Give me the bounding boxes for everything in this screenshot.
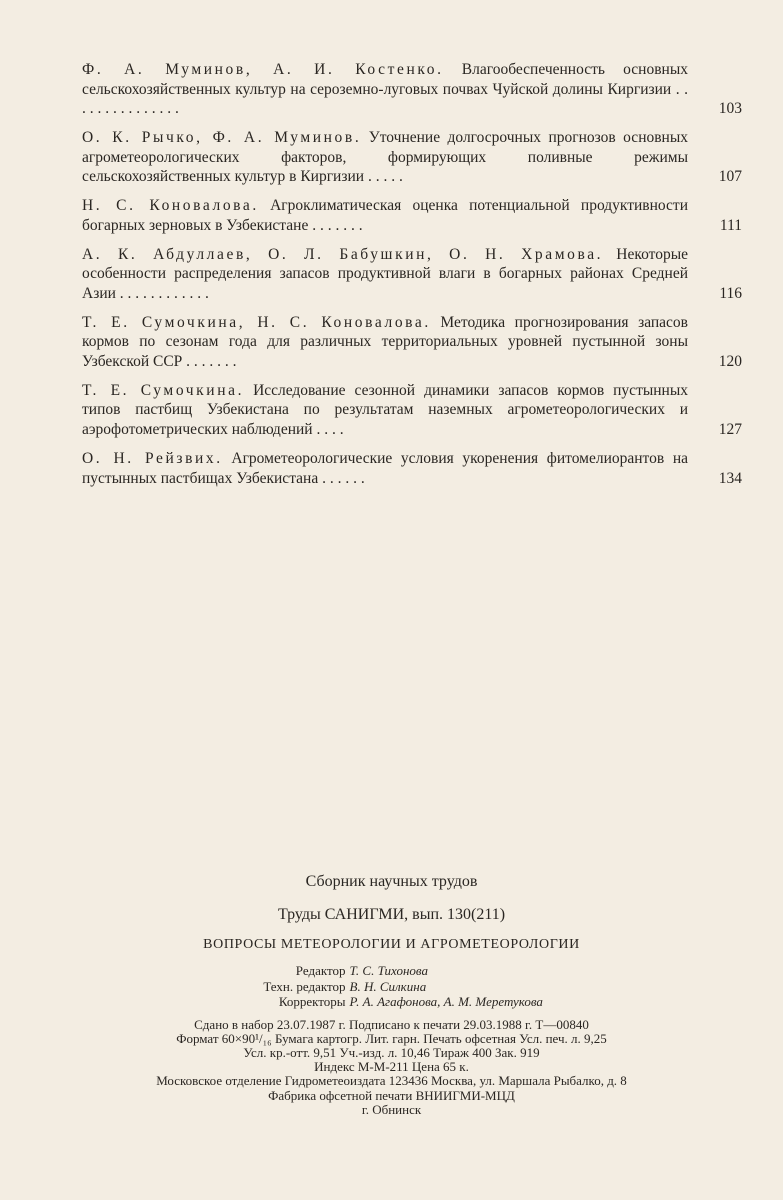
toc-entry: [82, 128, 742, 187]
imprint-line: Индекс М-М-211 Цена 65 к.: [314, 1059, 469, 1075]
staff-role: Техн. редактор: [263, 978, 346, 994]
toc-author: А. К. Абдуллаев, О. Л. Бабушкин, О. Н. Храмова.: [82, 245, 604, 263]
toc-author: О. К. Рычко, Ф. А. Муминов.: [82, 129, 362, 147]
toc-leader: . . . . . . .: [312, 216, 363, 234]
toc-entry-text: [82, 381, 688, 440]
staff-row: [0, 979, 783, 995]
toc-leader: . . . . . . . . . . . .: [119, 284, 209, 302]
toc-leader: . . . . .: [367, 168, 403, 186]
imprint-line: г. Обнинск: [361, 1101, 422, 1117]
book-title: ВОПРОСЫ МЕТЕОРОЛОГИИ И АГРОМЕТЕОРОЛОГИИ: [203, 937, 580, 952]
toc-page-number: 116: [719, 284, 742, 302]
toc-title: Влагообеспеченность основных сельскохозяйственных культур на сероземно-луговых почвах Чуйской долины Киргизии: [82, 61, 688, 98]
colophon: [0, 872, 783, 1117]
toc-entry-text: [82, 128, 688, 187]
toc-entry-text: [82, 313, 688, 372]
toc-page-number: 134: [718, 469, 742, 487]
imprint-line: Фабрика офсетной печати ВНИИГМИ-МЦД: [268, 1087, 515, 1103]
toc-author: Ф. А. Муминов, А. И. Костенко.: [82, 61, 444, 78]
imprint-line: Усл. кр.-отт. 9,51 Уч.-изд. л. 10,46 Тираж 400 Зак. 919: [243, 1044, 540, 1060]
staff-row: [0, 963, 783, 979]
toc-entry-text: [82, 245, 688, 304]
toc-entry: [82, 449, 742, 488]
toc-author: Н. С. Коновалова.: [82, 197, 259, 215]
staff-name: Р. А. Агафонова, А. М. Меретукова: [349, 994, 543, 1009]
toc-title: Исследование сезонной динамики запасов кормов пустынных типов пастбищ Узбекистана по результатам наземных агрометеорологических и аэрофотометрических наблюдений: [82, 381, 689, 438]
toc-entry-text: [82, 449, 688, 488]
toc-page-number: 111: [719, 216, 742, 234]
toc-page-number: 103: [718, 100, 742, 117]
toc-entry-text: [82, 196, 688, 235]
table-of-contents: [82, 60, 742, 498]
staff-name: В. Н. Силкина: [349, 978, 427, 994]
toc-entry: [82, 60, 742, 119]
toc-page-number: 120: [718, 352, 742, 370]
print-imprint: [0, 1018, 783, 1117]
toc-leader: . . . . . .: [322, 469, 365, 487]
toc-title: Агроклиматическая оценка потенциальной продуктивности богарных зерновых в Узбекистане: [82, 197, 688, 234]
toc-author: Т. Е. Сумочкина.: [82, 381, 245, 399]
toc-title: Уточнение долгосрочных прогнозов основных агрометеорологических факторов, формирующих поливные режимы сельскохозяйственных культур в Киргизии: [82, 129, 689, 186]
toc-title: Методика прогнозирования запасов кормов по сезонам года для различных территориальных уровней пустынной зоны Узбекской ССР: [82, 313, 688, 370]
staff-row: [0, 994, 783, 1010]
toc-author: О. Н. Рейзвих.: [82, 450, 223, 468]
series-label: Сборник научных трудов: [305, 873, 478, 890]
staff-name: Т. С. Тихонова: [349, 963, 428, 978]
toc-entry: [82, 196, 742, 235]
toc-entry: [82, 381, 742, 440]
toc-entry: [82, 313, 742, 372]
imprint-line: Сдано в набор 23.07.1987 г. Подписано к печати 29.03.1988 г. Т—00840: [194, 1016, 589, 1032]
toc-leader: . . . .: [316, 420, 344, 438]
imprint-line: Московское отделение Гидрометеоиздата 123436 Москва, ул. Маршала Рыбалко, д. 8: [156, 1073, 627, 1089]
toc-page-number: 127: [718, 420, 742, 438]
journal-issue: Труды САНИГМИ, вып. 130(211): [277, 906, 506, 923]
toc-entry-text: [82, 60, 688, 119]
staff-role: Корректоры: [278, 994, 346, 1009]
toc-title: Агрометеорологические условия укоренения фитомелиорантов на пустынных пастбищах Узбекистана: [82, 450, 688, 487]
toc-page-number: 107: [718, 168, 742, 186]
editorial-staff: [0, 963, 783, 1010]
toc-leader: . . . . . . . . . . . . . . .: [82, 80, 689, 117]
staff-role: Редактор: [295, 963, 346, 978]
toc-entry: [82, 245, 742, 304]
toc-leader: . . . . . . .: [186, 352, 237, 370]
toc-title: Некоторые особенности распределения запасов продуктивной влаги в богарных районах Средней Азии: [82, 245, 689, 302]
imprint-line: Формат 60×90¹/₁₆ Бумага картогр. Лит. гарн. Печать офсетная Усл. печ. л. 9,25: [176, 1030, 607, 1046]
toc-author: Т. Е. Сумочкина, Н. С. Коновалова.: [82, 313, 431, 331]
